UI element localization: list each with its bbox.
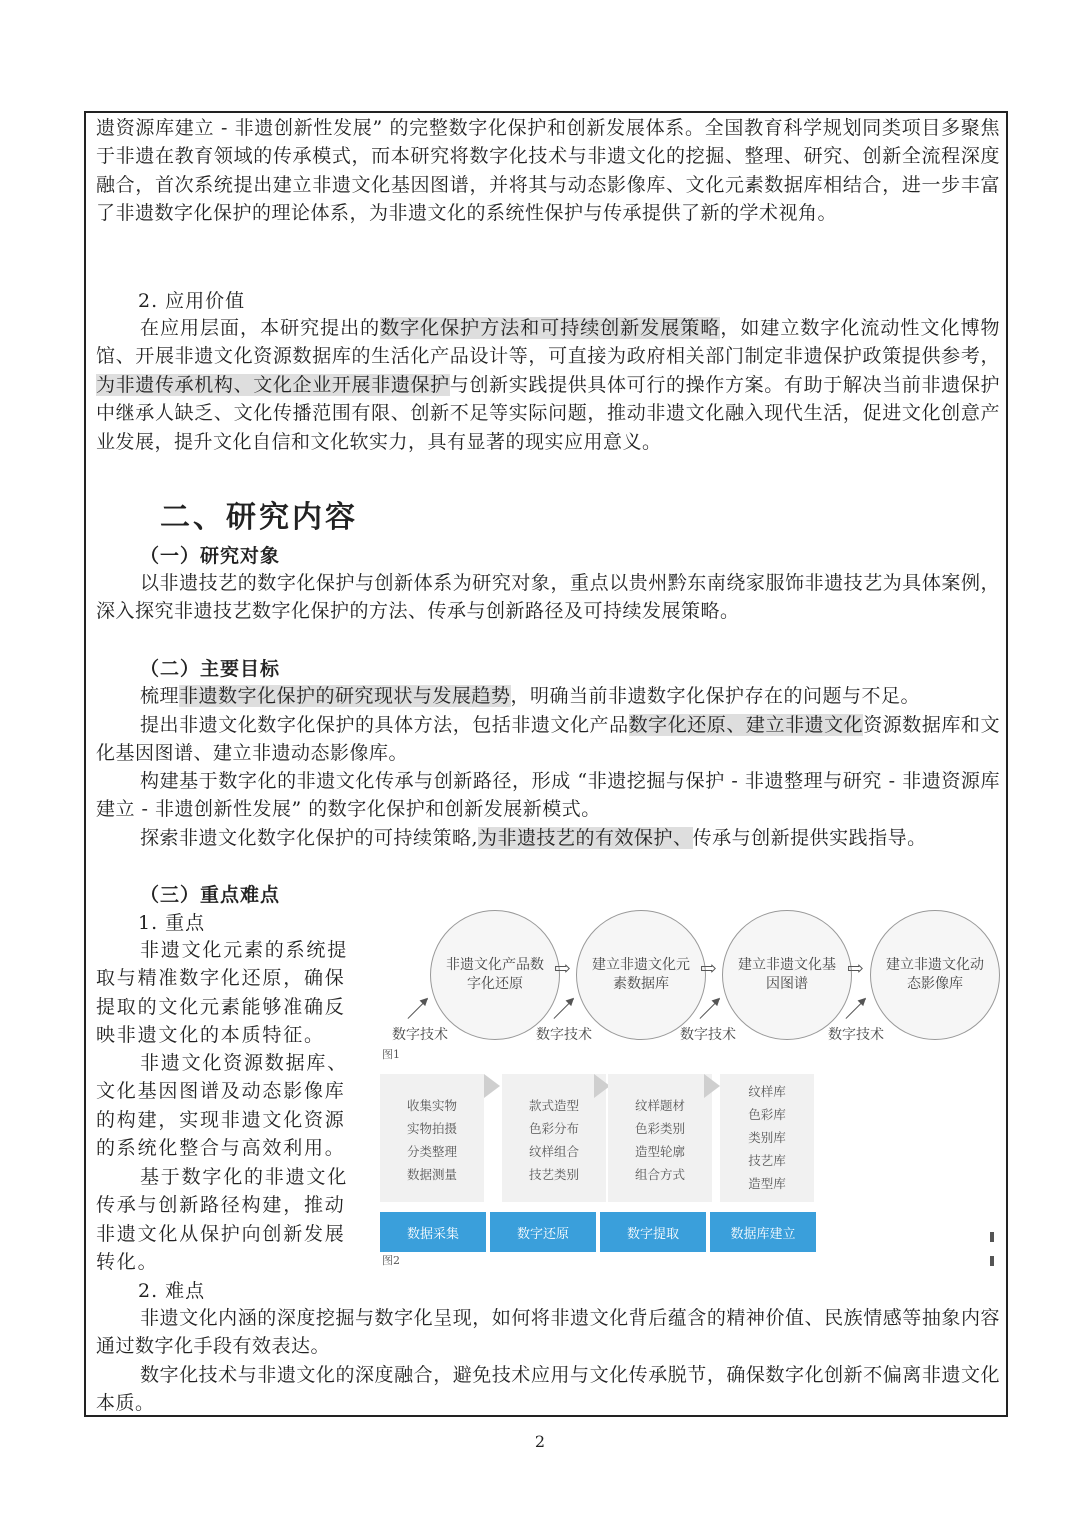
application-value-heading: 2. 应用价值 — [138, 290, 246, 312]
focus-item: 非遗文化元素的系统提取与精准数字化还原，确保提取的文化元素能够准确反映非遗文化的本质特征。 — [96, 939, 349, 1047]
key-difficult-heading: （三）重点难点 — [140, 884, 281, 906]
section-title: 二、研究内容 — [160, 500, 358, 535]
text-run: 梳理 — [140, 685, 180, 707]
difficulty-item: 数字化技术与非遗文化的深度融合，避免技术应用与文化传承脱节，确保数字化创新不偏离非遗文化本质。 — [96, 1364, 1000, 1415]
text-run: 探索非遗文化数字化保护的可持续策略, — [140, 827, 479, 849]
application-value-paragraph — [96, 314, 1000, 456]
step-item: 色彩库 — [748, 1107, 786, 1122]
difficulty-item: 非遗文化内涵的深度挖掘与数字化呈现，如何将非遗文化背后蕴含的精神价值、民族情感等抽象内容通过数字化手段有效表达。 — [96, 1307, 1000, 1358]
text-run: 与创新实践提供具体可行的操作方案。有助于解决当前非遗保护中继承人缺乏、文化传播范围有限、创新不足等实际问题，推动非遗文化融入现代生活，促进文化创意产业发展，提升文化自信和文化软实力，具有显著的现实应用意义。 — [96, 373, 1000, 453]
page-number: 2 — [534, 1432, 546, 1451]
goal-item — [96, 682, 1000, 710]
step-column — [380, 1074, 484, 1202]
arrow-right-icon: ⇨ — [700, 956, 717, 980]
intro-paragraph: 遗资源库建立 - 非遗创新性发展” 的完整数字化保护和创新发展体系。全国教育科学规划同类项目多聚焦于非遗在教育领域的传承模式，而本研究将数字化技术与非遗文化的挖掘、整理、研究、创新全流程深度融合，首次系统提出建立非遗文化基因图谱，并将其与动态影像库、文化元素数据库相结合，进一步丰富了非遗数字化保护的理论体系，为非遗文化的系统性保护与传承提供了新的学术视角。 — [96, 117, 1000, 225]
text-run: 提出非遗文化数字化保护的具体方法，包括非遗文化产品 — [140, 714, 629, 736]
step-column — [502, 1074, 606, 1202]
step-item: 分类整理 — [406, 1144, 457, 1159]
stage-bar: 数字还原 — [490, 1212, 596, 1252]
step-item: 类别库 — [748, 1130, 786, 1145]
step-item: 技艺类别 — [528, 1167, 579, 1182]
stage-bar: 数字提取 — [600, 1212, 706, 1252]
step-item: 组合方式 — [634, 1167, 685, 1182]
step-item: 收集实物 — [406, 1098, 457, 1113]
step-item: 数据测量 — [406, 1167, 457, 1182]
step-item: 色彩分布 — [528, 1121, 579, 1136]
goal-item — [96, 824, 1000, 852]
highlighted-text: 非遗数字化保护的研究现状与发展趋势 — [179, 685, 511, 707]
arrow-diagonal-icon — [700, 998, 721, 1019]
step-item: 纹样库 — [748, 1084, 786, 1099]
step-item: 纹样组合 — [528, 1144, 579, 1159]
tech-label: 数字技术 — [680, 1027, 736, 1043]
arrow-right-icon: ⇨ — [554, 956, 571, 980]
chevron-right-icon — [704, 1074, 720, 1098]
figure-panel — [378, 900, 1000, 1270]
step-item: 造型库 — [748, 1176, 786, 1191]
difficulty-heading: 2. 难点 — [138, 1280, 206, 1302]
text-run: ，如建立数字化流动性文化博物馆、开展非遗文化资源数据库的生活化产品设计等，可直接为政府相关部门制定非遗保护政策提供参考， — [96, 317, 1000, 368]
stage-bar: 数据采集 — [380, 1212, 486, 1252]
main-goals-heading: （二）主要目标 — [140, 658, 281, 680]
text-run: 资源数据库和文化基因图谱、建立非遗动态影像库。 — [96, 714, 1000, 765]
arrow-diagonal-icon — [554, 998, 575, 1019]
arrow-diagonal-icon — [408, 998, 429, 1019]
highlighted-text: 为非遗传承机构、文化企业开展非遗保护 — [96, 373, 450, 396]
step-item: 造型轮廓 — [634, 1144, 685, 1159]
step-item: 实物拍摄 — [406, 1121, 457, 1136]
tech-label: 数字技术 — [828, 1027, 884, 1043]
marker-bar — [990, 1256, 994, 1266]
marker-bar — [990, 1232, 994, 1242]
arrow-right-icon: ⇨ — [847, 956, 864, 980]
research-object-heading: （一）研究对象 — [140, 545, 281, 567]
step-item: 色彩类别 — [634, 1121, 685, 1136]
highlighted-text: 数字化保护方法和可持续创新发展策略 — [380, 317, 721, 339]
figure-1-label: 图1 — [382, 1048, 400, 1061]
text-run: 传承与创新提供实践指导。 — [692, 827, 927, 849]
process-circle: 建立非遗文化基因图谱 — [722, 910, 852, 1040]
step-item: 款式造型 — [528, 1098, 579, 1113]
step-column — [608, 1074, 712, 1202]
step-column — [720, 1074, 814, 1202]
chevron-right-icon — [484, 1074, 500, 1098]
process-circle: 建立非遗文化动态影像库 — [870, 910, 1000, 1040]
process-circle: 非遗文化产品数字化还原 — [430, 910, 560, 1040]
text-run: 在应用层面，本研究提出的 — [140, 317, 381, 339]
focus-item: 基于数字化的非遗文化传承与创新路径构建，推动非遗文化从保护向创新发展转化。 — [96, 1166, 349, 1274]
step-item: 纹样题材 — [634, 1098, 685, 1113]
focus-item: 非遗文化资源数据库、文化基因图谱及动态影像库的构建，实现非遗文化资源的系统化整合与高效利用。 — [96, 1052, 349, 1160]
step-item: 技艺库 — [748, 1153, 786, 1168]
tech-label: 数字技术 — [536, 1027, 592, 1043]
research-object-paragraph: 以非遗技艺的数字化保护与创新体系为研究对象，重点以贵州黔东南绕家服饰非遗技艺为具体案例，深入探究非遗技艺数字化保护的方法、传承与创新路径及可持续发展策略。 — [96, 572, 1000, 623]
process-circle: 建立非遗文化元素数据库 — [576, 910, 706, 1040]
arrow-diagonal-icon — [846, 998, 867, 1019]
highlighted-text: 为非遗技艺的有效保护、 — [478, 827, 693, 849]
figure-2-label: 图2 — [382, 1254, 400, 1267]
tech-label: 数字技术 — [392, 1027, 448, 1043]
highlighted-text: 数字化还原、建立非遗文化 — [628, 714, 864, 736]
goal-item — [96, 711, 1000, 768]
goal-item: 构建基于数字化的非遗文化传承与创新路径，形成 “非遗挖掘与保护 - 非遗整理与研究 - 非遗资源库建立 - 非遗创新性发展” 的数字化保护和创新发展新模式。 — [96, 770, 1000, 821]
focus-heading: 1. 重点 — [138, 912, 206, 934]
stage-bar: 数据库建立 — [710, 1212, 816, 1252]
text-run: ，明确当前非遗数字化保护存在的问题与不足。 — [510, 685, 921, 707]
